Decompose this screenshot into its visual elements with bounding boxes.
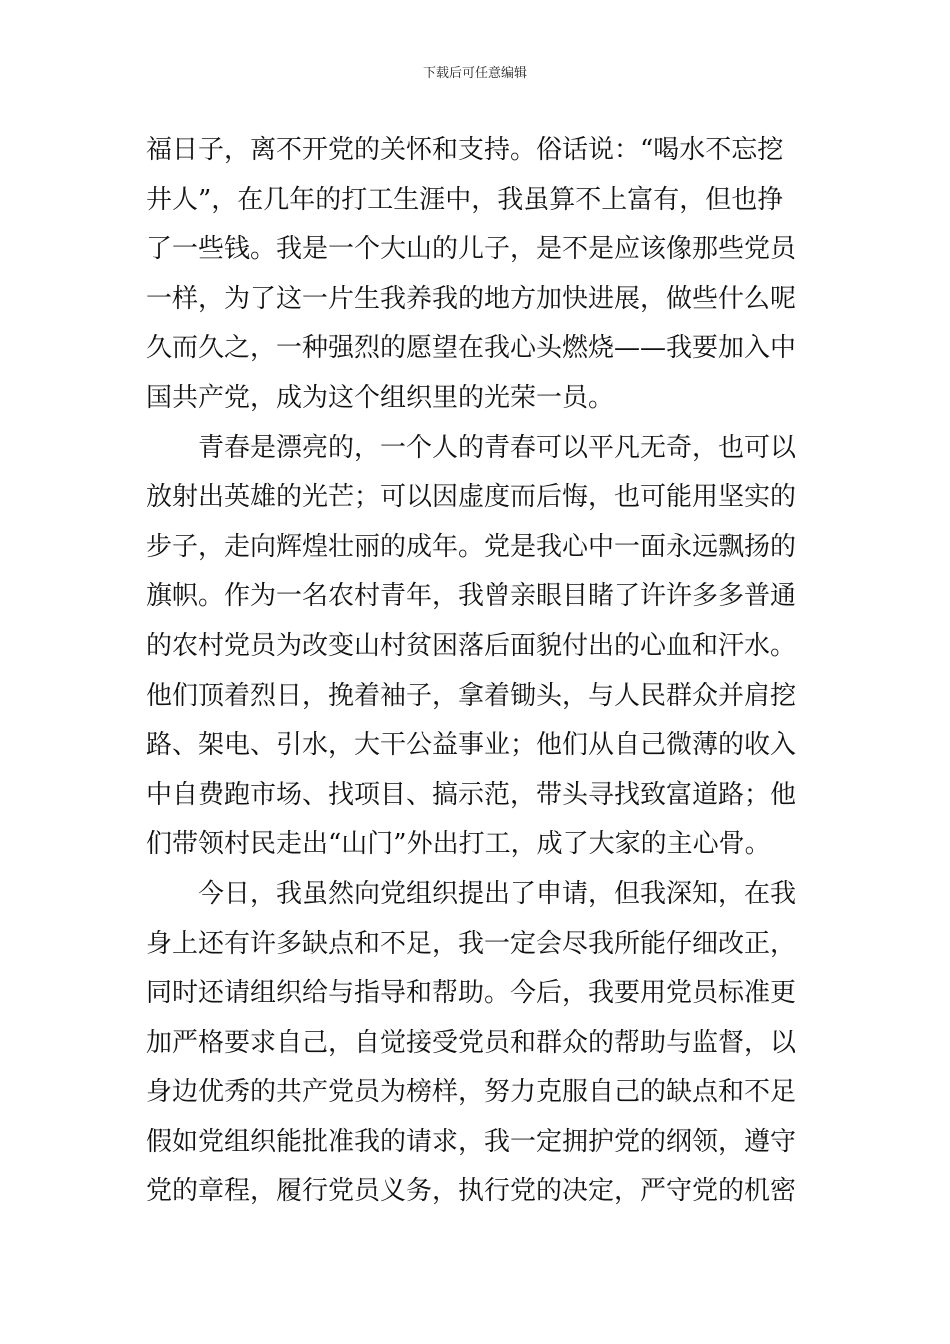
text-line: 路、架电、引水，大干公益事业；他们从自己微薄的收入 — [146, 730, 797, 761]
text-line: 身上还有许多缺点和不足，我一定会尽我所能仔细改正， — [146, 928, 797, 959]
text-line: 同时还请组织给与指导和帮助。今后，我要用党员标准更 — [146, 978, 797, 1009]
text-line: 中自费跑市场、找项目、搞示范，带头寻找致富道路；他 — [146, 779, 797, 810]
text-line: 步子，走向辉煌壮丽的成年。党是我心中一面永远飘扬的 — [146, 531, 797, 562]
text-line: 了一些钱。我是一个大山的儿子，是不是应该像那些党员 — [146, 234, 797, 265]
text-line: 旗帜。作为一名农村青年，我曾亲眼目睹了许许多多普通 — [146, 581, 797, 612]
text-line: 加严格要求自己，自觉接受党员和群众的帮助与监督，以 — [146, 1027, 797, 1058]
text-line: 的农村党员为改变山村贫困落后面貌付出的心血和汗水。 — [146, 630, 797, 661]
text-line: 今日，我虽然向党组织提出了申请，但我深知，在我 — [198, 878, 797, 909]
text-line: 国共产党，成为这个组织里的光荣一员。 — [146, 382, 615, 413]
text-line: 久而久之，一种强烈的愿望在我心头燃烧——我要加入中 — [146, 333, 797, 364]
text-line: 党的章程，履行党员义务，执行党的决定，严守党的机密 — [146, 1176, 797, 1207]
text-line: 身边优秀的共产党员为榜样，努力克服自己的缺点和不足 — [146, 1077, 797, 1108]
text-line: 假如党组织能批准我的请求，我一定拥护党的纲领，遵守 — [146, 1126, 797, 1157]
text-line: 福日子，离不开党的关怀和支持。俗话说：“喝水不忘挖 — [146, 135, 784, 165]
page-header-note: 下载后可任意编辑 — [422, 66, 527, 81]
text-line: 井人”，在几年的打工生涯中，我虽算不上富有，但也挣 — [146, 184, 784, 215]
text-line: 一样，为了这一片生我养我的地方加快进展，做些什么呢 — [146, 283, 797, 314]
text-line: 青春是漂亮的，一个人的青春可以平凡无奇，也可以 — [198, 432, 797, 463]
text-line: 放射出英雄的光芒；可以因虚度而后悔，也可能用坚实的 — [146, 482, 797, 513]
text-line: 们带领村民走出“山门”外出打工，成了大家的主心骨。 — [146, 829, 771, 860]
text-line: 他们顶着烈日，挽着袖子，拿着锄头，与人民群众并肩挖 — [146, 680, 797, 711]
document-body — [146, 126, 810, 1217]
